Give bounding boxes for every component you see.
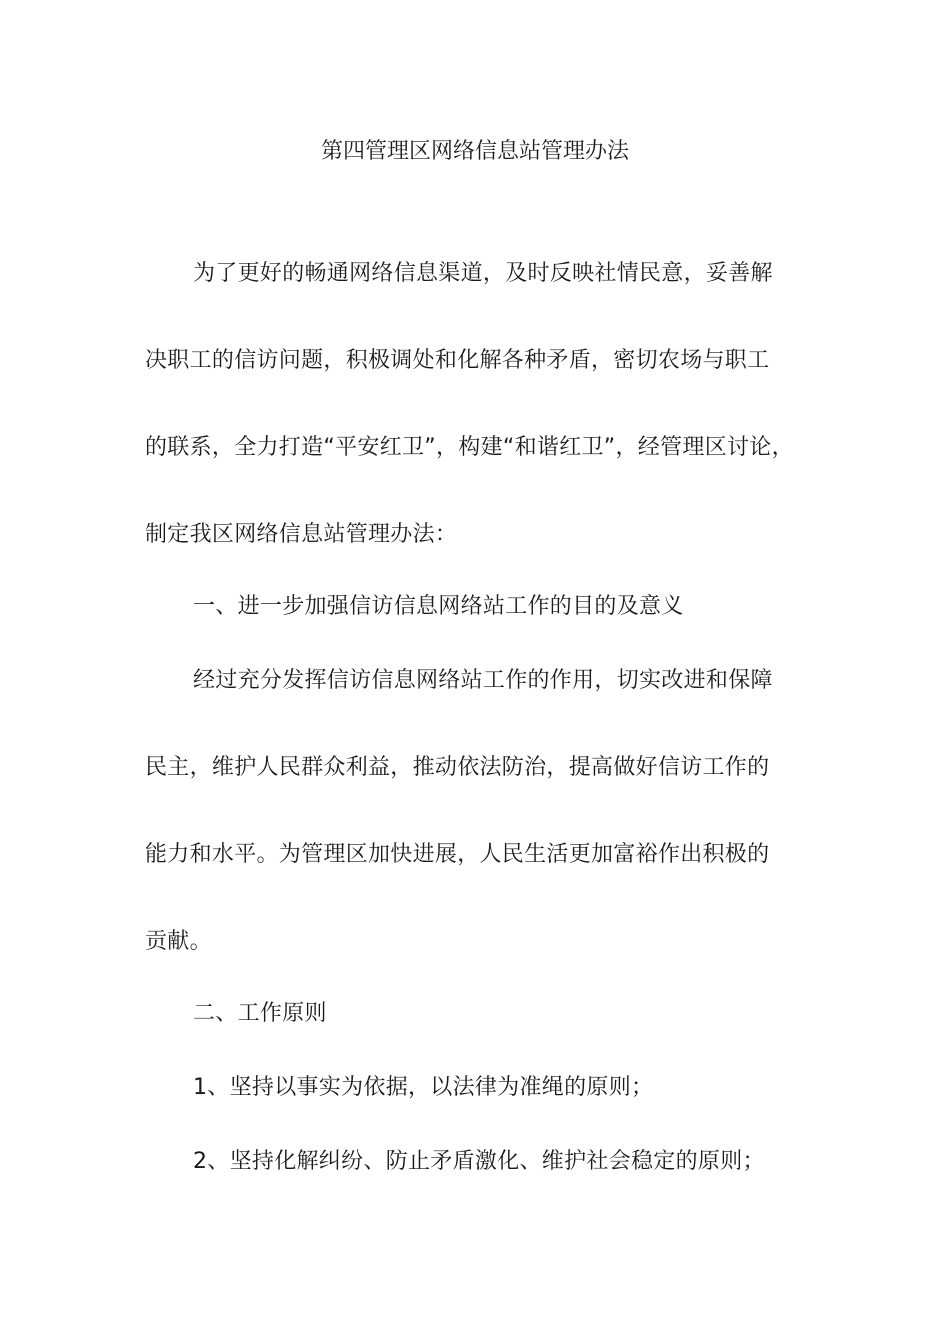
document-title: 第四管理区网络信息站管理办法 <box>320 139 629 164</box>
list-item: 2、坚持化解纠纷、防止矛盾激化、维护社会稳定的原则； <box>193 1149 765 1174</box>
paragraph-line: 能力和水平。为管理区加快进展，人民生活更加富裕作出积极的 <box>145 842 770 867</box>
section-heading: 二、工作原则 <box>193 1001 327 1026</box>
paragraph-line: 制定我区网络信息站管理办法： <box>145 522 458 547</box>
paragraph-line: 的联系，全力打造“平安红卫”，构建“和谐红卫”，经管理区讨论， <box>145 435 794 460</box>
paragraph-line: 决职工的信访问题，积极调处和化解各种矛盾，密切农场与职工 <box>145 348 770 373</box>
paragraph-line: 为了更好的畅通网络信息渠道，及时反映社情民意，妥善解 <box>193 261 773 286</box>
paragraph-line: 贡献。 <box>145 929 212 954</box>
section-heading: 一、进一步加强信访信息网络站工作的目的及意义 <box>193 594 684 619</box>
paragraph-line: 民主，维护人民群众利益，推动依法防治，提高做好信访工作的 <box>145 755 770 780</box>
list-item: 1、坚持以事实为依据，以法律为准绳的原则； <box>193 1075 654 1100</box>
paragraph-line: 经过充分发挥信访信息网络站工作的作用，切实改进和保障 <box>193 668 773 693</box>
